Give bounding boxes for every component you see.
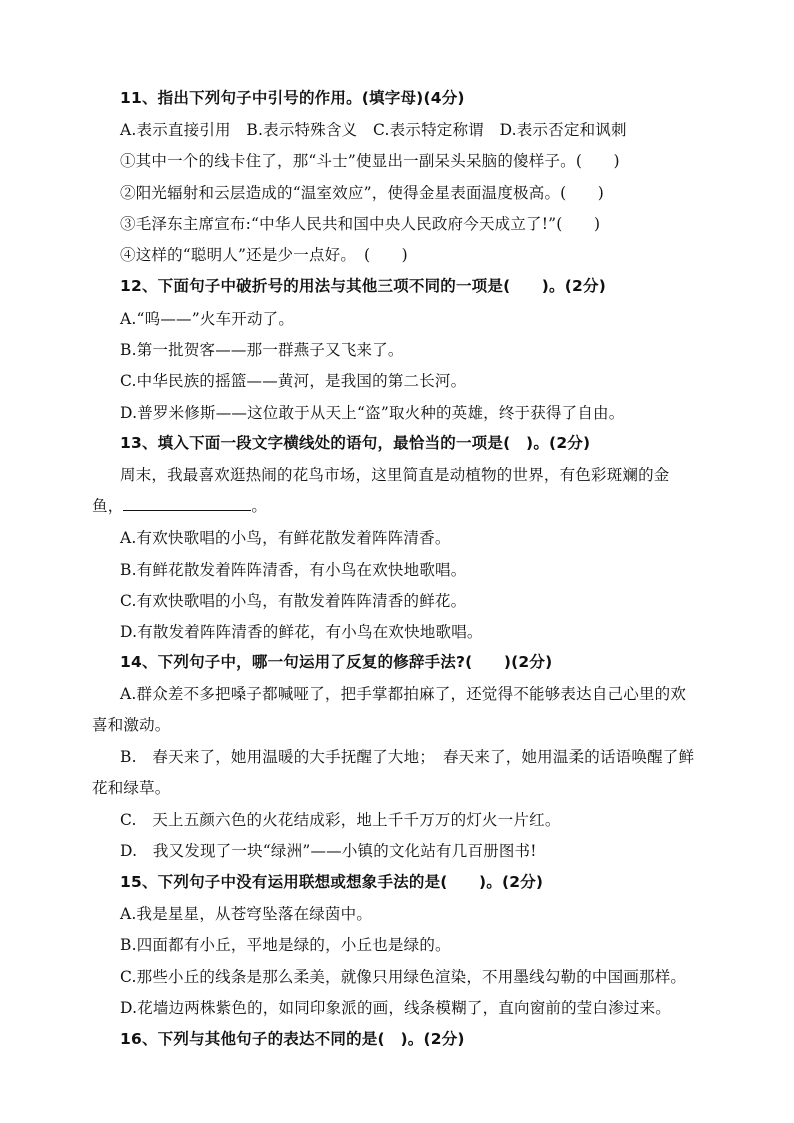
question-12-option-d: D.普罗米修斯——这位敢于从天上“盗”取火种的英雄，终于获得了自由。 bbox=[120, 404, 625, 422]
question-11-item-3: ③毛泽东主席宣布:“中华人民共和国中央人民政府今天成立了!”( ) bbox=[120, 215, 601, 233]
question-16-title: 16、下列与其他句子的表达不同的是( )。(2分) bbox=[120, 1030, 465, 1048]
question-12-option-a: A.“呜——”火车开动了。 bbox=[120, 310, 295, 328]
question-15-title: 15、下列句子中没有运用联想或想象手法的是( )。(2分) bbox=[120, 873, 544, 891]
question-11-item-4: ④这样的“聪明人”还是少一点好。 ( ) bbox=[120, 246, 408, 264]
passage-end: 。 bbox=[251, 497, 268, 515]
question-11-item-2: ②阳光辐射和云层造成的“温室效应”，使得金星表面温度极高。( ) bbox=[120, 184, 605, 202]
question-12-option-c: C.中华民族的摇篮——黄河，是我国的第二长河。 bbox=[120, 372, 467, 390]
question-11-title: 11、指出下列句子中引号的作用。(填字母)(4分) bbox=[120, 89, 465, 107]
question-13-option-d: D.有散发着阵阵清香的鲜花，有小鸟在欢快地歌唱。 bbox=[120, 623, 483, 641]
question-14-option-b-line-1: B. 春天来了，她用温暖的大手抚醒了大地； 春天来了，她用温柔的话语唤醒了鲜 bbox=[120, 748, 695, 766]
question-13-option-a: A.有欢快歌唱的小鸟，有鲜花散发着阵阵清香。 bbox=[120, 529, 451, 547]
question-14-option-d: D. 我又发现了一块“绿洲”——小镇的文化站有几百册图书! bbox=[120, 842, 537, 860]
question-11-options: A.表示直接引用 B.表示特殊含义 C.表示特定称谓 D.表示否定和讽刺 bbox=[120, 121, 627, 139]
question-13-passage-line-2 bbox=[92, 496, 267, 516]
question-14-option-a-line-1: A.群众差不多把嗓子都喊哑了，把手掌都拍麻了，还觉得不能够表达自己心里的欢 bbox=[120, 685, 687, 703]
question-12-option-b: B.第一批贺客——那一群燕子又飞来了。 bbox=[120, 341, 404, 359]
question-14-title: 14、下列句子中，哪一句运用了反复的修辞手法?( )(2分) bbox=[120, 653, 553, 671]
fill-in-blank bbox=[123, 496, 251, 511]
passage-text: 鱼， bbox=[92, 497, 124, 515]
question-13-passage-line-1: 周末，我最喜欢逛热闹的花鸟市场，这里简直是动植物的世界，有色彩斑斓的金 bbox=[120, 466, 670, 484]
question-12-title: 12、下面句子中破折号的用法与其他三项不同的一项是( )。(2分) bbox=[120, 277, 606, 295]
question-13-option-c: C.有欢快歌唱的小鸟，有散发着阵阵清香的鲜花。 bbox=[120, 592, 467, 610]
question-13-option-b: B.有鲜花散发着阵阵清香，有小鸟在欢快地歌唱。 bbox=[120, 561, 467, 579]
question-15-option-b: B.四面都有小丘，平地是绿的，小丘也是绿的。 bbox=[120, 936, 451, 954]
question-14-option-b-line-2: 花和绿草。 bbox=[92, 779, 171, 797]
question-14-option-a-line-2: 喜和激动。 bbox=[92, 716, 171, 734]
question-15-option-c: C.那些小丘的线条是那么柔美，就像只用绿色渲染，不用墨线勾勒的中国画那样。 bbox=[120, 968, 687, 986]
question-15-option-d: D.花墙边两株紫色的，如同印象派的画，线条模糊了，直向窗前的莹白渗过来。 bbox=[120, 999, 672, 1017]
question-11-item-1: ①其中一个的线卡住了，那“斗士”使显出一副呆头呆脑的傻样子。( ) bbox=[120, 152, 620, 170]
question-15-option-a: A.我是星星，从苍穹坠落在绿茵中。 bbox=[120, 905, 373, 923]
question-14-option-c: C. 天上五颜六色的火花结成彩，地上千千万万的灯火一片红。 bbox=[120, 811, 561, 829]
question-13-title: 13、填入下面一段文字横线处的语句，最恰当的一项是( )。(2分) bbox=[120, 434, 591, 452]
